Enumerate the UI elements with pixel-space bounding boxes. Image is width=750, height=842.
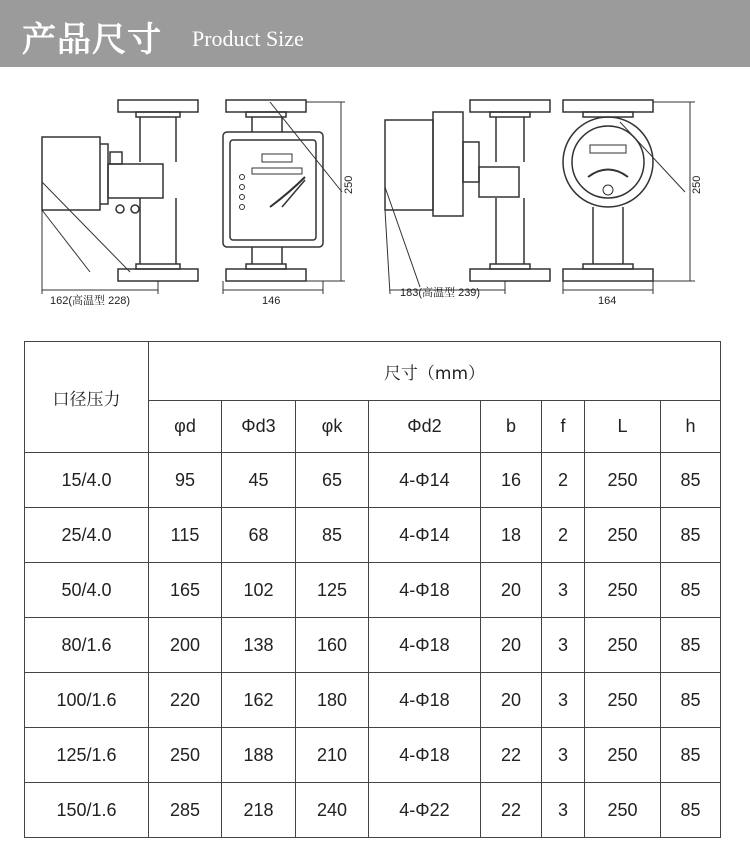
table-row bbox=[25, 728, 721, 783]
cell-b: 22 bbox=[481, 728, 542, 783]
cell-phi-d: 285 bbox=[149, 783, 222, 838]
cell-h: 85 bbox=[661, 728, 721, 783]
row-label: 150/1.6 bbox=[25, 783, 149, 838]
dim-mid-height: 250 bbox=[343, 175, 355, 194]
col-header-phi-d: φd bbox=[149, 401, 222, 453]
cell-phi-d2: 4-Φ22 bbox=[369, 783, 481, 838]
cell-phi-k: 65 bbox=[296, 453, 369, 508]
front-view-high-temp bbox=[563, 100, 695, 294]
cell-f: 2 bbox=[542, 453, 585, 508]
cell-b: 16 bbox=[481, 453, 542, 508]
col-header-f: f bbox=[542, 401, 585, 453]
size-table-wrapper bbox=[24, 341, 721, 838]
cell-h: 85 bbox=[661, 508, 721, 563]
cell-l: 250 bbox=[585, 728, 661, 783]
cell-phi-d2: 4-Φ18 bbox=[369, 728, 481, 783]
cell-phi-d3: 45 bbox=[222, 453, 296, 508]
cell-phi-k: 240 bbox=[296, 783, 369, 838]
cell-b: 18 bbox=[481, 508, 542, 563]
cell-phi-d: 200 bbox=[149, 618, 222, 673]
table-row bbox=[25, 783, 721, 838]
cell-l: 250 bbox=[585, 508, 661, 563]
table-row bbox=[25, 618, 721, 673]
cell-phi-d: 250 bbox=[149, 728, 222, 783]
cell-phi-d2: 4-Φ14 bbox=[369, 453, 481, 508]
cell-phi-d3: 102 bbox=[222, 563, 296, 618]
row-label: 80/1.6 bbox=[25, 618, 149, 673]
cell-f: 3 bbox=[542, 563, 585, 618]
dim-far-height: 250 bbox=[691, 175, 703, 194]
row-label: 15/4.0 bbox=[25, 453, 149, 508]
cell-phi-d3: 188 bbox=[222, 728, 296, 783]
dim-mid-width: 146 bbox=[262, 295, 281, 307]
cell-l: 250 bbox=[585, 453, 661, 508]
col-header-phi-k: φk bbox=[296, 401, 369, 453]
cell-phi-k: 160 bbox=[296, 618, 369, 673]
cell-phi-d3: 68 bbox=[222, 508, 296, 563]
cell-h: 85 bbox=[661, 673, 721, 728]
dim-left-width: 162(高温型 228) bbox=[50, 295, 131, 307]
row-label: 50/4.0 bbox=[25, 563, 149, 618]
cell-phi-d3: 138 bbox=[222, 618, 296, 673]
cell-f: 3 bbox=[542, 618, 585, 673]
cell-phi-d: 115 bbox=[149, 508, 222, 563]
table-row bbox=[25, 673, 721, 728]
cell-h: 85 bbox=[661, 563, 721, 618]
cell-l: 250 bbox=[585, 618, 661, 673]
cell-phi-d2: 4-Φ14 bbox=[369, 508, 481, 563]
front-view-standard bbox=[223, 100, 345, 294]
cell-h: 85 bbox=[661, 783, 721, 838]
row-label: 125/1.6 bbox=[25, 728, 149, 783]
cell-l: 250 bbox=[585, 783, 661, 838]
cell-phi-d2: 4-Φ18 bbox=[369, 673, 481, 728]
table-row bbox=[25, 508, 721, 563]
row-label: 100/1.6 bbox=[25, 673, 149, 728]
header-banner bbox=[0, 0, 750, 67]
table-row bbox=[25, 453, 721, 508]
cell-f: 3 bbox=[542, 783, 585, 838]
dimension-group-header: 尺寸（mm） bbox=[149, 342, 721, 401]
col-header-l: L bbox=[585, 401, 661, 453]
side-view-standard bbox=[42, 100, 198, 294]
header-title-en: Product Size bbox=[192, 26, 304, 51]
cell-h: 85 bbox=[661, 453, 721, 508]
table-body bbox=[25, 453, 721, 838]
cell-b: 20 bbox=[481, 618, 542, 673]
cell-b: 22 bbox=[481, 783, 542, 838]
cell-f: 2 bbox=[542, 508, 585, 563]
row-label: 25/4.0 bbox=[25, 508, 149, 563]
cell-l: 250 bbox=[585, 563, 661, 618]
col-header-b: b bbox=[481, 401, 542, 453]
cell-phi-d: 220 bbox=[149, 673, 222, 728]
technical-drawing bbox=[0, 82, 750, 320]
cell-l: 250 bbox=[585, 673, 661, 728]
col-header-phi-d2: Φd2 bbox=[369, 401, 481, 453]
side-view-high-temp bbox=[385, 100, 550, 294]
cell-phi-d3: 162 bbox=[222, 673, 296, 728]
cell-phi-k: 210 bbox=[296, 728, 369, 783]
header-title-cn: 产品尺寸 bbox=[22, 20, 162, 60]
cell-phi-k: 85 bbox=[296, 508, 369, 563]
size-table bbox=[24, 341, 721, 838]
dim-right-width: 183(高温型 239) bbox=[400, 287, 481, 299]
cell-h: 85 bbox=[661, 618, 721, 673]
cell-b: 20 bbox=[481, 563, 542, 618]
cell-phi-d3: 218 bbox=[222, 783, 296, 838]
col-header-h: h bbox=[661, 401, 721, 453]
cell-phi-k: 180 bbox=[296, 673, 369, 728]
cell-phi-d2: 4-Φ18 bbox=[369, 618, 481, 673]
cell-f: 3 bbox=[542, 673, 585, 728]
cell-phi-k: 125 bbox=[296, 563, 369, 618]
cell-phi-d2: 4-Φ18 bbox=[369, 563, 481, 618]
cell-phi-d: 95 bbox=[149, 453, 222, 508]
cell-phi-d: 165 bbox=[149, 563, 222, 618]
cell-f: 3 bbox=[542, 728, 585, 783]
cell-b: 20 bbox=[481, 673, 542, 728]
table-row bbox=[25, 563, 721, 618]
dim-far-width: 164 bbox=[598, 295, 617, 307]
corner-header: 口径压力 bbox=[25, 342, 149, 453]
col-header-phi-d3: Φd3 bbox=[222, 401, 296, 453]
